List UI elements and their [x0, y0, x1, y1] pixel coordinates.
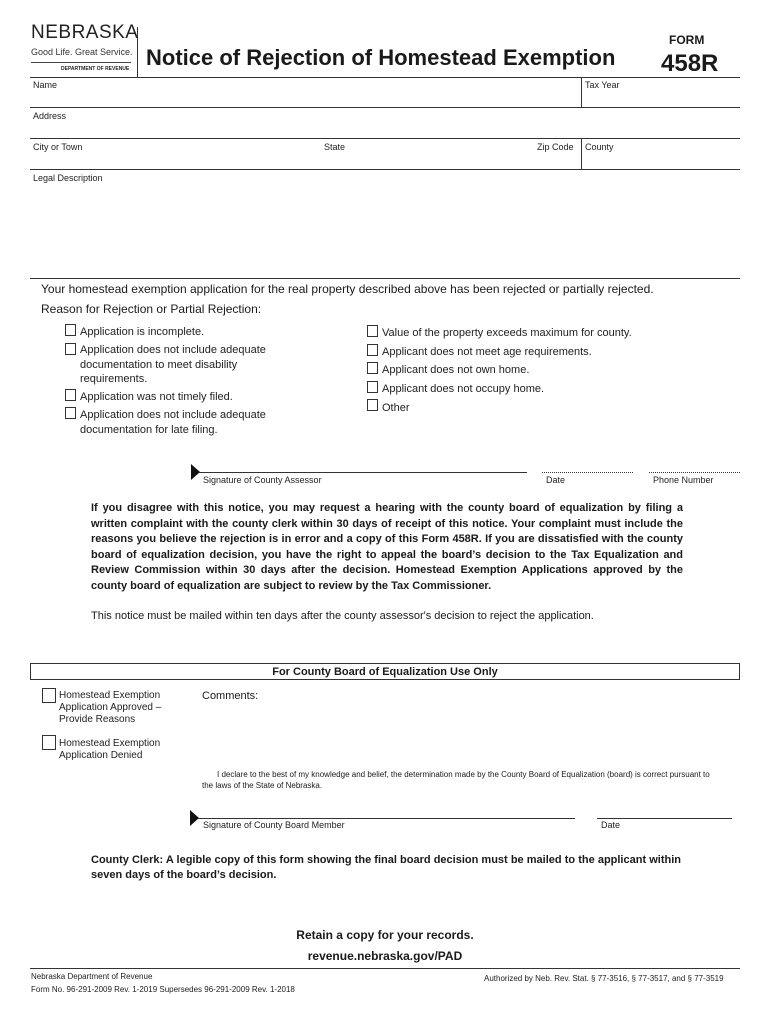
phone-line[interactable] [649, 472, 740, 473]
name-label: Name [33, 80, 58, 90]
grid-line [30, 169, 740, 170]
approved-option: Homestead Exemption Application Approved – Provide Reasons [59, 690, 162, 725]
age-requirement-option: Applicant does not meet age requirements. [382, 346, 592, 358]
grid-line [30, 278, 740, 279]
grid-line [30, 77, 740, 78]
page-title: Notice of Rejection of Homestead Exemption [146, 45, 616, 70]
retain-notice: Retain a copy for your records. [296, 928, 474, 942]
address-label: Address [33, 111, 67, 121]
county-label: County [585, 142, 614, 152]
disability-doc-checkbox[interactable] [65, 343, 76, 355]
clerk-notice: County Clerk: A legible copy of this form showing the final board decision must be mailed to the applicant within seven days of the board’s decision. [91, 854, 681, 881]
not-timely-checkbox[interactable] [65, 389, 76, 401]
other-checkbox[interactable] [367, 399, 378, 411]
not-timely-option: Application was not timely filed. [80, 391, 233, 403]
zip-label: Zip Code [537, 142, 574, 152]
value-exceeds-checkbox[interactable] [367, 325, 378, 337]
comments-field[interactable] [262, 688, 738, 758]
board-heading: For County Board of Equalization Use Only [272, 666, 498, 678]
form-number: 458R [661, 50, 719, 77]
not-occupy-option: Applicant does not occupy home. [382, 383, 545, 395]
name-field[interactable] [32, 91, 577, 106]
state-label: State [324, 142, 346, 152]
logo [31, 22, 139, 78]
legal-description-label: Legal Description [33, 173, 103, 183]
header-divider [137, 27, 138, 78]
grid-line [30, 107, 740, 108]
not-occupy-checkbox[interactable] [367, 381, 378, 393]
assessor-date-label: Date [546, 475, 566, 485]
zip-field[interactable] [526, 153, 579, 168]
grid-line [581, 138, 582, 169]
not-own-option: Applicant does not own home. [382, 364, 530, 376]
address-field[interactable] [32, 122, 737, 137]
reason-heading: Reason for Rejection or Partial Rejection: [41, 302, 262, 316]
board-date-label: Date [601, 820, 621, 830]
grid-line [30, 138, 740, 139]
legal-description-field[interactable] [32, 186, 737, 274]
assessor-signature-label: Signature of County Assessor [203, 475, 322, 485]
late-filing-doc-checkbox[interactable] [65, 407, 76, 419]
phone-label: Phone Number [653, 475, 714, 485]
logo-tagline: Good Life. Great Service. [31, 47, 133, 57]
form-label: FORM [669, 33, 705, 47]
rejection-intro: Your homestead exemption application for the real property described above has been rejected or partially rejected. [41, 282, 654, 296]
mailing-requirement: This notice must be mailed within ten days after the county assessor's decision to reject the application. [91, 610, 594, 622]
logo-divider [31, 62, 131, 63]
denied-checkbox[interactable] [42, 735, 56, 750]
county-field[interactable] [584, 153, 738, 168]
website-link[interactable]: revenue.nebraska.gov/PAD [307, 949, 463, 963]
incomplete-option: Application is incomplete. [80, 326, 205, 338]
not-own-checkbox[interactable] [367, 362, 378, 374]
logo-department: DEPARTMENT OF REVENUE [61, 66, 130, 72]
footer-form-info: Form No. 96-291-2009 Rev. 1-2019 Supersedes 96-291-2009 Rev. 1-2018 [31, 985, 295, 994]
footer-authority: Authorized by Neb. Rev. Stat. § 77-3516, § 77-3517, and § 77-3519 [484, 974, 724, 983]
tax-year-label: Tax Year [585, 80, 620, 90]
value-exceeds-option: Value of the property exceeds maximum for county. [382, 327, 632, 339]
city-label: City or Town [33, 142, 83, 152]
board-heading-box [30, 663, 740, 680]
other-option: Other [382, 402, 410, 414]
footer-department: Nebraska Department of Revenue [31, 972, 153, 981]
appeal-paragraph: If you disagree with this notice, you may request a hearing with the county board of equalization by filing a written complaint with the county clerk within 30 days of receipt of this notice. Your complaint must include the reasons you believe the rejection is in error and a copy of this Form 458R. If you are dissatisfied with the county board of equalization decision, you have the right to appeal the board’s decision to the Tax Equalization and Review Commission within 30 days after the decision. Homestead Exemption Applications approved by the county board of equalization are subject to review by the Tax Commissioner. [91, 502, 683, 592]
footer-divider [30, 968, 740, 969]
board-declaration: I declare to the best of my knowledge and belief, the determination made by the County Board of Equalization (board) is correct pursuant to the laws of the State of Nebraska. [202, 770, 710, 790]
assessor-date-line[interactable] [542, 472, 633, 473]
approved-checkbox[interactable] [42, 688, 56, 703]
late-filing-doc-option: Application does not include adequate documentation for late filing. [80, 409, 266, 436]
assessor-signature-line[interactable] [199, 472, 527, 473]
logo-state: NEBRASKA [31, 22, 139, 43]
disability-doc-option: Application does not include adequate documentation to meet disability requirements. [80, 344, 266, 385]
board-signature-line[interactable] [198, 818, 575, 819]
age-requirement-checkbox[interactable] [367, 344, 378, 356]
tax-year-field[interactable] [584, 91, 738, 106]
state-field[interactable] [322, 153, 522, 168]
denied-option: Homestead Exemption Application Denied [59, 738, 161, 761]
grid-line [581, 77, 582, 107]
incomplete-checkbox[interactable] [65, 324, 76, 336]
comments-label: Comments: [202, 690, 259, 702]
board-signature-label: Signature of County Board Member [203, 820, 345, 830]
board-date-line[interactable] [597, 818, 732, 819]
city-field[interactable] [32, 153, 317, 168]
